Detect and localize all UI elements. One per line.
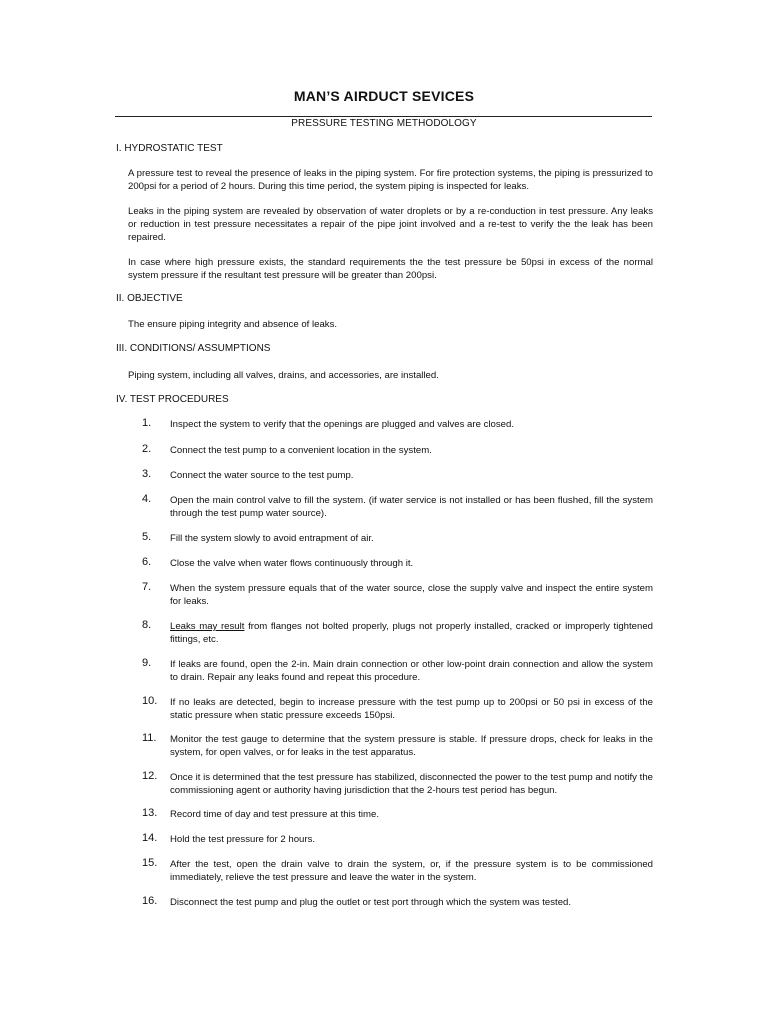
document-subtitle: PRESSURE TESTING METHODOLOGY — [291, 118, 477, 129]
step-number: 8. — [142, 619, 152, 631]
step-number: 14. — [142, 832, 158, 844]
step-text: Once it is determined that the test pressure has stabilized, disconnected the power to the test pump and notify the commissioning agent or authority having jurisdiction that the 2-hours test period has begun. — [170, 772, 653, 796]
paragraph-conditions: Piping system, including all valves, drains, and accessories, are installed. — [128, 370, 439, 381]
step-number: 10. — [142, 695, 158, 707]
step-text: Inspect the system to verify that the openings are plugged and valves are closed. — [170, 419, 514, 430]
section-heading-hydrostatic-test: I. HYDROSTATIC TEST — [116, 143, 223, 154]
step-number: 4. — [142, 493, 152, 505]
step-number: 7. — [142, 581, 152, 593]
step-number: 2. — [142, 443, 152, 455]
step-text: Fill the system slowly to avoid entrapment of air. — [170, 533, 374, 544]
step-number: 13. — [142, 807, 158, 819]
section-heading-objective: II. OBJECTIVE — [116, 293, 183, 304]
step-number: 5. — [142, 531, 152, 543]
section-heading-conditions: III. CONDITIONS/ ASSUMPTIONS — [116, 343, 271, 354]
step-text: Close the valve when water flows continuously through it. — [170, 558, 414, 569]
step-number: 9. — [142, 657, 152, 669]
step-number: 11. — [142, 732, 157, 744]
step-number: 16. — [142, 895, 158, 907]
section-heading-test-procedures: IV. TEST PROCEDURES — [116, 394, 229, 405]
step-text: Hold the test pressure for 2 hours. — [170, 834, 316, 845]
step-number: 1. — [142, 417, 152, 429]
step-text: When the system pressure equals that of the water source, close the supply valve and inspect the entire system for leaks. — [170, 583, 653, 607]
paragraph-hydrostatic-2: Leaks in the piping system are revealed by observation of water droplets or by a re-conduction in test pressure. Any leaks or reduction in test pressure necessitates a repair of the pipe joint involved and a re-test to verify the the leak has been repaired. — [128, 206, 653, 243]
step-text: Disconnect the test pump and plug the outlet or test port through which the system was tested. — [170, 897, 572, 908]
step-text: If leaks are found, open the 2-in. Main drain connection or other low-point drain connection and allow the system to drain. Repair any leaks found and repeat this procedure. — [170, 659, 653, 683]
paragraph-objective: The ensure piping integrity and absence of leaks. — [128, 319, 338, 330]
step-text — [170, 620, 653, 646]
step-text: Open the main control valve to fill the system. (if water service is not installed or has been flushed, fill the system through the test pump water source). — [170, 495, 653, 519]
step-text-underlined: Leaks may result — [170, 621, 245, 632]
step-text: Connect the water source to the test pump. — [170, 470, 354, 481]
step-number: 12. — [142, 770, 158, 782]
step-text: Connect the test pump to a convenient location in the system. — [170, 445, 432, 456]
paragraph-hydrostatic-1: A pressure test to reveal the presence of leaks in the piping system. For fire protection systems, the piping is pressurized to 200psi for a period of 2 hours. During this time period, the system piping is inspected for leaks. — [128, 168, 653, 192]
step-number: 3. — [142, 468, 152, 480]
step-text: Monitor the test gauge to determine that the system pressure is stable. If pressure drops, check for leaks in the system, for open valves, or for leaks in the test apparatus. — [170, 734, 653, 758]
step-text-rest: from flanges not bolted properly, plugs not properly installed, cracked or improperly tightened fittings, etc. — [170, 621, 654, 645]
title-divider — [115, 116, 652, 117]
step-text: Record time of day and test pressure at this time. — [170, 809, 380, 820]
step-number: 6. — [142, 556, 152, 568]
step-text: If no leaks are detected, begin to increase pressure with the test pump up to 200psi or 50 psi in excess of the static pressure when static pressure exceeds 150psi. — [170, 697, 653, 721]
step-number: 15. — [142, 857, 158, 869]
step-text: After the test, open the drain valve to drain the system, or, if the pressure system is to be commissioned immediately, relieve the test pressure and leave the water in the system. — [170, 859, 653, 883]
document-title: MAN’S AIRDUCT SEVICES — [293, 88, 475, 104]
paragraph-hydrostatic-3: In case where high pressure exists, the standard requirements the the test pressure be 50psi in excess of the normal system pressure if the resultant test pressure will be greater than 200psi. — [128, 257, 653, 281]
